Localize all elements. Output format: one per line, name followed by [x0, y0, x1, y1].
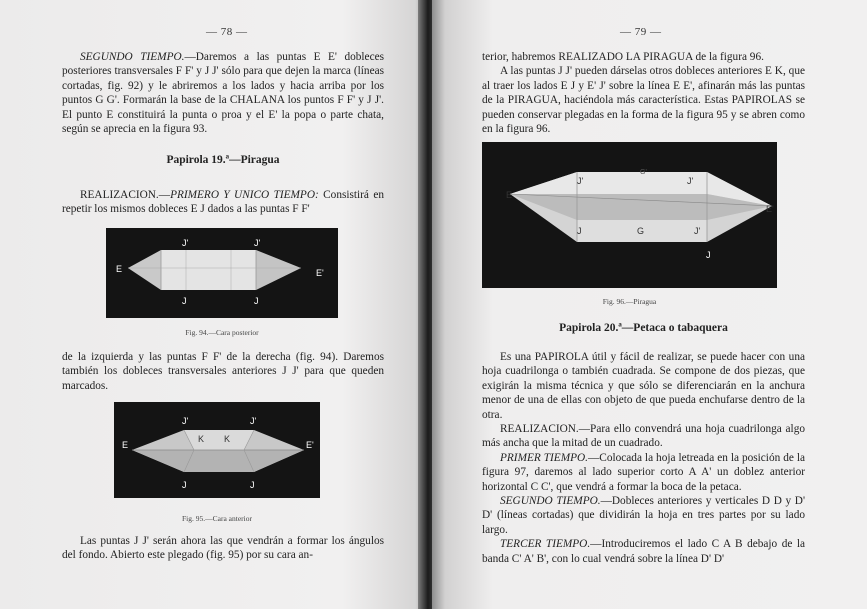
fig-label: J: [577, 226, 582, 236]
fig-label: E: [122, 440, 129, 450]
figure-caption: Fig. 96.—Piragua: [602, 297, 657, 306]
paragraph-text: —Colocada la hoja letreada en la posición de la figura 97, daremos al lado superior corto A A' un doblez anterior horizontal C C', que vendrá a formar la boca de la petaca.: [482, 451, 806, 493]
figure-94-photo: [106, 228, 338, 318]
fig-label: E: [116, 264, 123, 274]
paragraph-realizacion: [62, 188, 384, 217]
paragraph-prefix: REALIZACION.—: [80, 189, 171, 201]
section-heading: Papirola 19.ª—Piragua: [166, 154, 280, 166]
fig-label: J': [687, 176, 694, 186]
step-label: PRIMERO Y UNICO TIEMPO:: [170, 189, 319, 201]
fig-label: J: [182, 296, 187, 306]
fig-label: J: [706, 250, 711, 260]
paragraph-dobleces: [62, 350, 384, 393]
page-number: — 79 —: [620, 26, 662, 38]
fig-label: J': [250, 416, 257, 426]
paragraph-text: REALIZACION.—Para ello convendrá una hoja cuadrilonga algo más ancha que la mitad de un cuadrado.: [482, 423, 805, 450]
step-label: SEGUNDO TIEMPO.: [500, 495, 601, 508]
piragua-anterior-illustration: [114, 402, 320, 498]
fig-label: J': [254, 238, 261, 248]
paragraph-text: Las puntas J J' serán ahora las que vendrán a formar los ángulos del fondo. Abierto este plegado (fig. 95) por su cara an-: [62, 535, 384, 562]
fig-label: J': [694, 226, 701, 236]
fig-label: G': [640, 169, 647, 176]
fig-label: E': [316, 268, 324, 278]
fig-label: E': [766, 204, 774, 214]
paragraph-segundo-tiempo: [62, 50, 384, 136]
figure-caption: Fig. 94.—Cara posterior: [185, 328, 259, 337]
paragraph-text: —Introduciremos el lado C A B debajo de la banda C' A' B', con lo cual vendrá sobre la línea D' D': [482, 538, 806, 565]
page-number: — 78 —: [206, 26, 248, 38]
right-page: [432, 0, 867, 609]
step-label: SEGUNDO TIEMPO.: [80, 51, 185, 63]
paragraph-text: terior, habremos REALIZADO LA PIRAGUA de la figura 96.: [482, 51, 764, 63]
fig-label: E: [506, 190, 513, 200]
figure-96-photo: [482, 142, 777, 288]
figure-caption: Fig. 95.—Cara anterior: [182, 514, 252, 523]
paragraph-text: Es una PAPIROLA útil y fácil de realizar, se puede hacer con una hoja cuadrilonga o también cuadrada. Se compone de dos piezas, que exigirán la misma técnica y que sólo se diferenciarán en la anchura menor de una de ellas con objeto de que pueda enchufarse dentro de la otra.: [482, 351, 805, 421]
fig-label: J: [254, 296, 259, 306]
left-page: [0, 0, 428, 609]
fig-label: G: [637, 226, 645, 236]
paragraph-text: de la izquierda y las puntas F F' de la derecha (fig. 94). Daremos también los dobleces transversales anteriores J J' para que queden marcados.: [62, 351, 384, 392]
paragraph-text: —Dobleces anteriores y verticales D D y D' D' (líneas cortadas) que dividirán la hoja en tres partes por su lado largo.: [482, 495, 805, 536]
fig-label: J': [182, 238, 189, 248]
fig-label: J': [577, 176, 584, 186]
piragua-posterior-illustration: [106, 228, 338, 318]
fig-label: K: [224, 434, 231, 444]
paragraph-petaca: [482, 350, 805, 566]
fig-label: J': [182, 416, 189, 426]
fig-label: J: [250, 480, 255, 490]
paragraph-text: —Daremos a las puntas E E' dobleces posteriores transversales F F' y J J' sólo para que dejen la marca (líneas cortadas, fig. 92) y le abriremos a los lados y hacia arriba por los puntos G G'. Formarán la base de la CHALANA los puntos F F' y J J'. El punto E constituirá la punta o proa y el E' la popa o parte chata, según se aprecia en la figura 93.: [62, 51, 384, 136]
fig-label: K: [198, 434, 205, 444]
piragua-open-illustration: [482, 142, 777, 288]
paragraph-piragua: [482, 50, 805, 136]
section-heading: Papirola 20.ª—Petaca o tabaquera: [559, 322, 728, 334]
paragraph-puntas: [62, 534, 384, 563]
step-label: TERCER TIEMPO.: [500, 538, 591, 551]
fig-label: E': [306, 440, 314, 450]
fig-label: J: [182, 480, 187, 490]
step-label: PRIMER TIEMPO.: [500, 451, 588, 464]
figure-95-photo: [114, 402, 320, 498]
paragraph-text: A las puntas J J' pueden dárselas otros dobleces anteriores E K, que al traer los lados E J y E' J' sobre la línea E E', afinarán más las puntas de la PIRAGUA, haciéndola más característica. Estas PAPIROLAS se pueden conservar plegadas en la forma de la figura 95 y se abren como en la figura 96.: [482, 65, 805, 136]
paragraph-text: Consistirá en repetir los mismos dobleces E J dados a las puntas F F': [62, 189, 384, 216]
